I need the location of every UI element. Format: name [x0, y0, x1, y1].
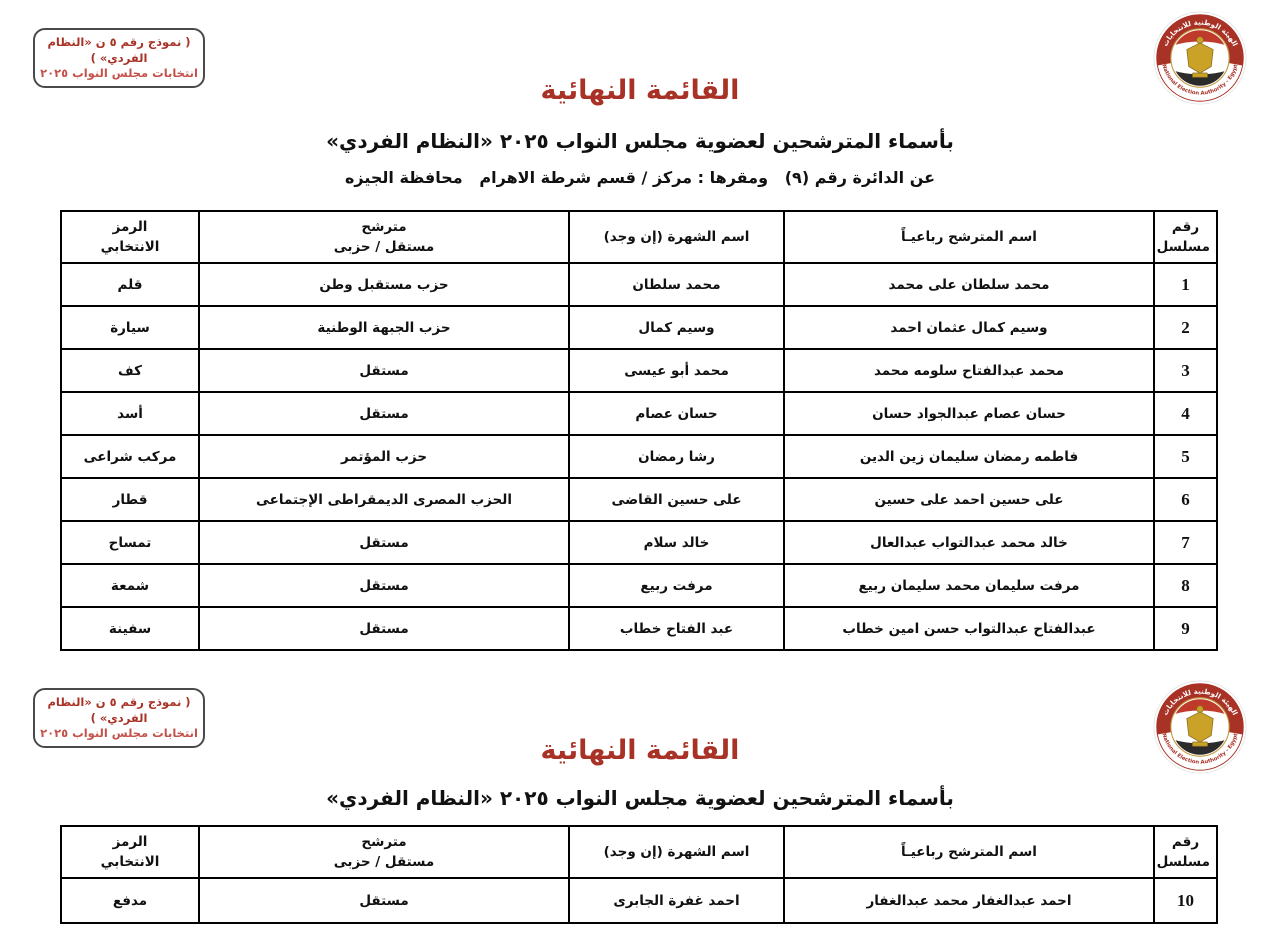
form-code-line1: ( نموذج رقم ٥ ن «النظام الفردي» ) — [47, 695, 191, 725]
column-header-symbol: الرمز الانتخابي — [61, 826, 199, 878]
electoral-symbol-cell: شمعة — [61, 564, 199, 607]
party-affiliation-cell: مستقل — [199, 392, 569, 435]
serial-number-cell: 1 — [1154, 263, 1217, 306]
electoral-symbol-cell: قلم — [61, 263, 199, 306]
known-as-name-cell: وسيم كمال — [569, 306, 784, 349]
party-affiliation-cell: الحزب المصرى الديمقراطى الإجتماعى — [199, 478, 569, 521]
candidate-full-name-cell: محمد عبدالفتاح سلومه محمد — [784, 349, 1154, 392]
form-code-line2: انتخابات مجلس النواب ٢٠٢٥ — [40, 726, 198, 741]
candidate-full-name-cell: محمد سلطان على محمد — [784, 263, 1154, 306]
column-header-known-as: اسم الشهرة (إن وجد) — [569, 211, 784, 263]
table-row — [61, 263, 1217, 306]
candidate-full-name-cell: مرفت سليمان محمد سليمان ربيع — [784, 564, 1154, 607]
electoral-symbol-cell: مركب شراعى — [61, 435, 199, 478]
electoral-symbol-cell: سيارة — [61, 306, 199, 349]
column-header-symbol: الرمز الانتخابي — [61, 211, 199, 263]
known-as-name-cell: حسان عصام — [569, 392, 784, 435]
column-header-full-name: اسم المترشح رباعيـاً — [784, 211, 1154, 263]
column-header-full-name: اسم المترشح رباعيـاً — [784, 826, 1154, 878]
known-as-name-cell: خالد سلام — [569, 521, 784, 564]
table-row — [61, 521, 1217, 564]
table-row — [61, 306, 1217, 349]
form-code-line1: ( نموذج رقم ٥ ن «النظام الفردي» ) — [47, 35, 191, 65]
candidate-full-name-cell: احمد عبدالغفار محمد عبدالغفار — [784, 878, 1154, 923]
final-list-title: القائمة النهائية — [540, 75, 740, 106]
candidate-full-name-cell: على حسين احمد على حسين — [784, 478, 1154, 521]
candidates-table-page1 — [60, 210, 1218, 651]
electoral-symbol-cell: قطار — [61, 478, 199, 521]
electoral-symbol-cell: تمساح — [61, 521, 199, 564]
table-header-row — [61, 211, 1217, 263]
table-row — [61, 349, 1217, 392]
column-header-party: مترشح مستقل / حزبى — [199, 211, 569, 263]
candidates-subtitle-2: بأسماء المترشحين لعضوية مجلس النواب ٢٠٢٥ «النظام الفردي» — [326, 786, 954, 810]
candidates-subtitle: بأسماء المترشحين لعضوية مجلس النواب ٢٠٢٥ «النظام الفردي» — [326, 129, 954, 153]
known-as-name-cell: محمد سلطان — [569, 263, 784, 306]
candidate-full-name-cell: فاطمه رمضان سليمان زين الدين — [784, 435, 1154, 478]
column-header-known-as: اسم الشهرة (إن وجد) — [569, 826, 784, 878]
party-affiliation-cell: حزب مستقبل وطن — [199, 263, 569, 306]
electoral-symbol-cell: سفينة — [61, 607, 199, 650]
final-list-title-2: القائمة النهائية — [540, 735, 740, 766]
party-affiliation-cell: مستقل — [199, 607, 569, 650]
known-as-name-cell: احمد غفرة الجابرى — [569, 878, 784, 923]
known-as-name-cell: محمد أبو عيسى — [569, 349, 784, 392]
column-header-serial: رقم مسلسل — [1154, 826, 1217, 878]
form-code-line2: انتخابات مجلس النواب ٢٠٢٥ — [40, 66, 198, 81]
party-affiliation-cell: مستقل — [199, 521, 569, 564]
serial-number-cell: 7 — [1154, 521, 1217, 564]
electoral-symbol-cell: كف — [61, 349, 199, 392]
candidates-table-page2 — [60, 825, 1218, 924]
party-affiliation-cell: مستقل — [199, 349, 569, 392]
column-header-party: مترشح مستقل / حزبى — [199, 826, 569, 878]
known-as-name-cell: مرفت ربيع — [569, 564, 784, 607]
table-row — [61, 392, 1217, 435]
serial-number-cell: 3 — [1154, 349, 1217, 392]
party-affiliation-cell: حزب الجبهة الوطنية — [199, 306, 569, 349]
candidate-full-name-cell: وسيم كمال عثمان احمد — [784, 306, 1154, 349]
party-affiliation-cell: حزب المؤتمر — [199, 435, 569, 478]
known-as-name-cell: على حسين القاضى — [569, 478, 784, 521]
known-as-name-cell: عبد الفتاح خطاب — [569, 607, 784, 650]
column-header-serial: رقم مسلسل — [1154, 211, 1217, 263]
known-as-name-cell: رشا رمضان — [569, 435, 784, 478]
serial-number-cell: 8 — [1154, 564, 1217, 607]
district-line: عن الدائرة رقم (٩) ومقرها : مركز / قسم شرطة الاهرام محافظة الجيزه — [344, 168, 936, 187]
serial-number-cell: 2 — [1154, 306, 1217, 349]
party-affiliation-cell: مستقل — [199, 564, 569, 607]
candidate-full-name-cell: عبدالفتاح عبدالتواب حسن امين خطاب — [784, 607, 1154, 650]
serial-number-cell: 10 — [1154, 878, 1217, 923]
table-header-row — [61, 826, 1217, 878]
table-row — [61, 435, 1217, 478]
serial-number-cell: 6 — [1154, 478, 1217, 521]
serial-number-cell: 5 — [1154, 435, 1217, 478]
party-affiliation-cell: مستقل — [199, 878, 569, 923]
electoral-symbol-cell: مدفع — [61, 878, 199, 923]
table-row — [61, 564, 1217, 607]
table-row — [61, 878, 1217, 923]
serial-number-cell: 4 — [1154, 392, 1217, 435]
candidate-full-name-cell: حسان عصام عبدالجواد حسان — [784, 392, 1154, 435]
serial-number-cell: 9 — [1154, 607, 1217, 650]
electoral-symbol-cell: أسد — [61, 392, 199, 435]
table-row — [61, 607, 1217, 650]
candidate-full-name-cell: خالد محمد عبدالتواب عبدالعال — [784, 521, 1154, 564]
table-row — [61, 478, 1217, 521]
